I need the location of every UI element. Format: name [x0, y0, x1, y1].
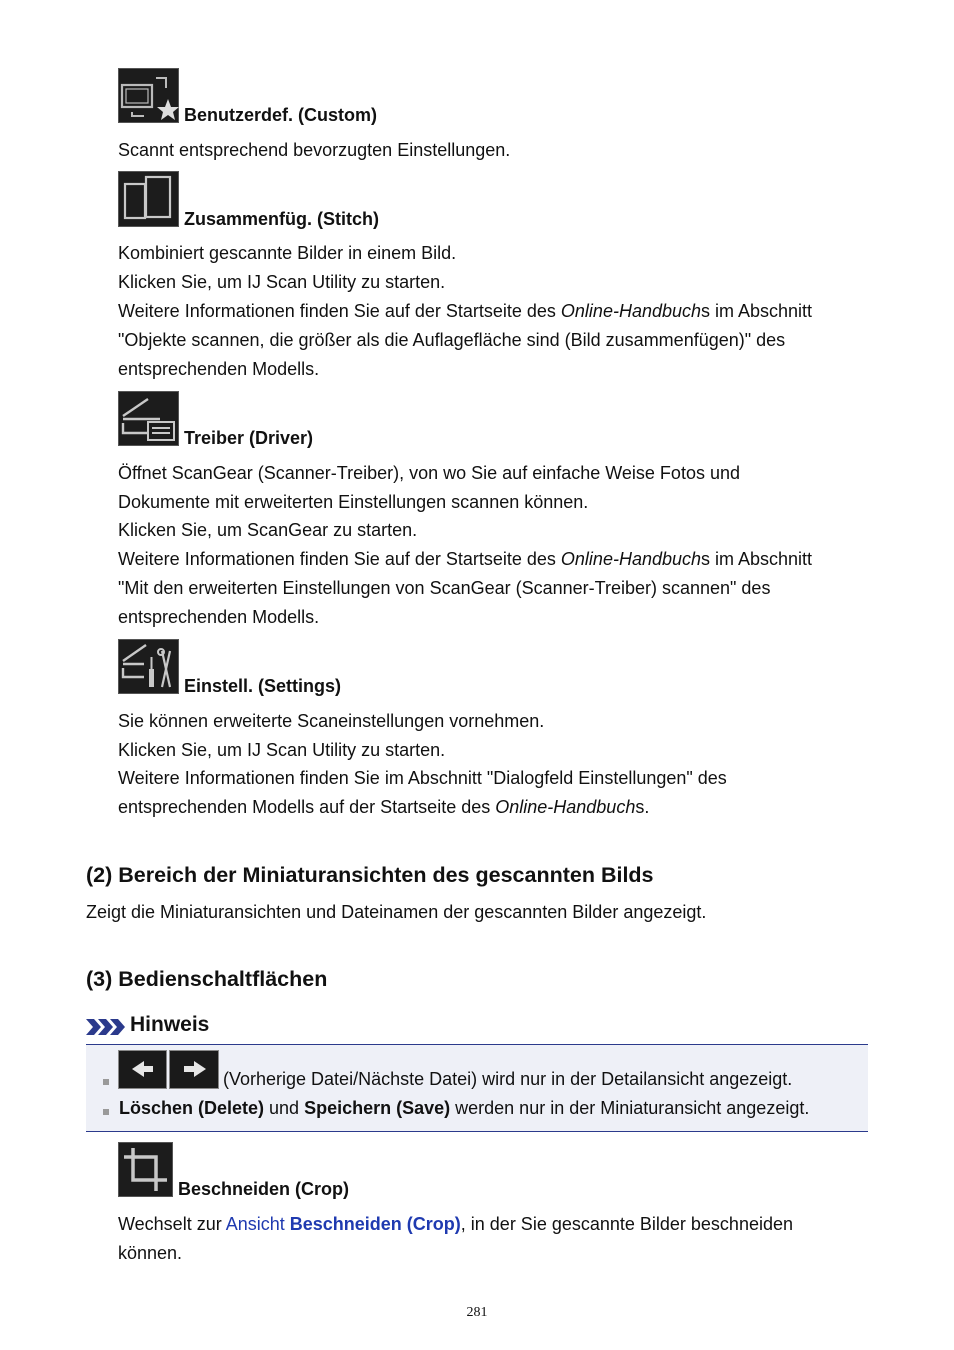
crop-icon	[118, 1142, 173, 1197]
stitch-more-info-cont: "Objekte scannen, die größer als die Auflagefläche sind (Bild zusammenfügen)" des	[118, 330, 786, 350]
text-span: werden nur in der Miniaturansicht angezeigt.	[450, 1098, 810, 1118]
save-label: Speichern (Save)	[304, 1098, 451, 1118]
settings-line-4	[118, 793, 649, 822]
crop-view-link[interactable]	[226, 1214, 461, 1234]
note-box	[86, 1044, 868, 1132]
scanner-driver-icon	[118, 391, 179, 446]
prev-next-buttons-icon	[118, 1050, 219, 1089]
online-manual-ref: Online-Handbuch	[560, 301, 702, 321]
driver-more-info-cont: "Mit den erweiterten Einstellungen von ScanGear (Scanner-Treiber) scannen" des	[118, 578, 771, 598]
bullet	[103, 1079, 109, 1085]
online-manual-ref: Online-Handbuch	[495, 797, 636, 817]
stitch-line-2: Klicken Sie, um IJ Scan Utility zu starten.	[118, 272, 446, 292]
settings-line-3: Weitere Informationen finden Sie im Abschnitt "Dialogfeld Einstellungen" des	[118, 768, 727, 788]
custom-scan-icon	[118, 68, 179, 123]
text-span: s im Abschnitt	[701, 549, 813, 569]
stitch-icon	[118, 171, 179, 227]
text-span: s.	[635, 797, 650, 817]
driver-line-1: Öffnet ScanGear (Scanner-Treiber), von wo Sie auf einfache Weise Fotos und	[118, 463, 740, 483]
note-label: Hinweis	[130, 1013, 210, 1036]
text-span: , in der Sie gescannte Bilder beschneiden	[460, 1214, 793, 1234]
crop-line-2: können.	[118, 1243, 183, 1263]
driver-line-3: Klicken Sie, um ScanGear zu starten.	[118, 520, 418, 540]
text-span: Weitere Informationen finden Sie auf der Startseite des	[118, 549, 561, 569]
text-span: und	[264, 1098, 305, 1118]
settings-line-2: Klicken Sie, um IJ Scan Utility zu starten.	[118, 740, 446, 760]
link-text[interactable]: Ansicht	[225, 1214, 290, 1234]
driver-more-info	[118, 545, 812, 574]
page-number: 281	[466, 1305, 488, 1320]
driver-title: Treiber (Driver)	[184, 428, 314, 448]
section-3-heading: (3) Bedienschaltflächen	[86, 967, 328, 991]
stitch-title: Zusammenfüg. (Stitch)	[184, 209, 380, 229]
text-span: Wechselt zur	[118, 1214, 226, 1234]
driver-more-info-last: entsprechenden Modells.	[118, 607, 320, 627]
section-2-text: Zeigt die Miniaturansichten und Dateinamen der gescannten Bilder angezeigt.	[86, 902, 707, 922]
custom-title: Benutzerdef. (Custom)	[184, 105, 377, 125]
note-arrows-icon	[86, 1017, 126, 1037]
stitch-line-1: Kombiniert gescannte Bilder in einem Bild.	[118, 243, 457, 263]
online-manual-ref: Online-Handbuch	[560, 549, 702, 569]
settings-tools-icon	[118, 639, 179, 694]
custom-description: Scannt entsprechend bevorzugten Einstellungen.	[118, 140, 511, 160]
note-line-1: (Vorherige Datei/Nächste Datei) wird nur in der Detailansicht angezeigt.	[223, 1069, 793, 1089]
text-span: s im Abschnitt	[701, 301, 813, 321]
crop-title: Beschneiden (Crop)	[178, 1179, 350, 1199]
settings-title: Einstell. (Settings)	[184, 676, 342, 696]
delete-label: Löschen (Delete)	[119, 1098, 265, 1118]
settings-line-1: Sie können erweiterte Scaneinstellungen vornehmen.	[118, 711, 545, 731]
stitch-more-info	[118, 297, 812, 326]
link-bold-text[interactable]: Beschneiden (Crop)	[289, 1214, 461, 1234]
text-span: Weitere Informationen finden Sie auf der Startseite des	[118, 301, 561, 321]
note-line-2	[119, 1094, 809, 1123]
text-span: entsprechenden Modells auf der Startseite des	[118, 797, 496, 817]
crop-line-1	[118, 1210, 793, 1239]
bullet	[103, 1109, 109, 1115]
driver-line-2: Dokumente mit erweiterten Einstellungen scannen können.	[118, 492, 589, 512]
section-2-heading: (2) Bereich der Miniaturansichten des gescannten Bilds	[86, 863, 654, 887]
stitch-more-info-last: entsprechenden Modells.	[118, 359, 320, 379]
